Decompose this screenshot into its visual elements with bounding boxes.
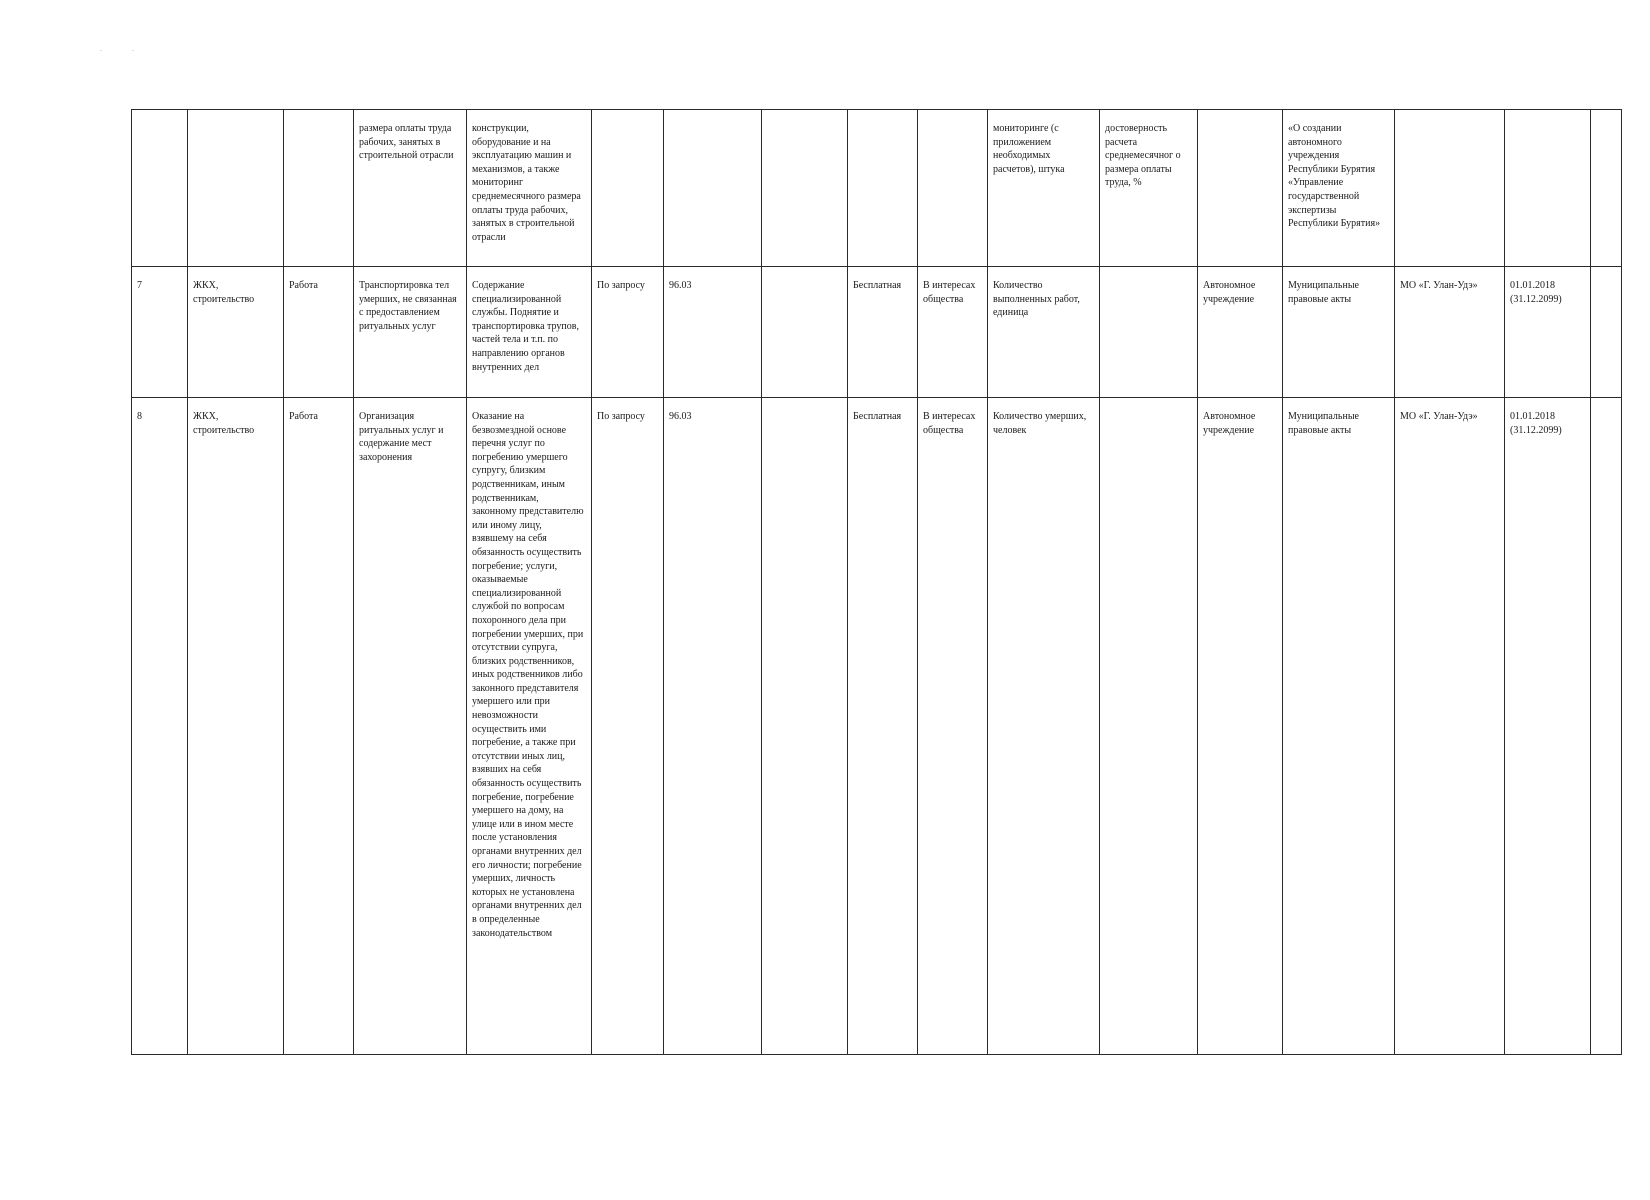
cell-consumers — [918, 110, 988, 267]
cell-indicator-volume: Количество выполненных работ, единица — [988, 267, 1100, 398]
cell-number: 7 — [132, 267, 188, 398]
cell-name: Транспортировка тел умерших, не связанная с предоставлением ритуальных услуг — [354, 267, 467, 398]
cell-dates — [1505, 110, 1591, 267]
cell-legal-acts: «О создании автономного учреждения Республики Бурятия «Управление государственной экспертизы Республики Бурятия» — [1283, 110, 1395, 267]
cell-indicator-volume: Количество умерших, человек — [988, 398, 1100, 1055]
cell-content: конструкции, оборудование и на эксплуатацию машин и механизмов, а также мониторинг среднемесячного размера оплаты труда рабочих, занятых в строительной отрасли — [467, 110, 592, 267]
cell-sphere: ЖКХ, строительство — [188, 267, 284, 398]
cell-form: По запросу — [592, 398, 664, 1055]
cell-number — [132, 110, 188, 267]
cell-number: 8 — [132, 398, 188, 1055]
cell-sphere — [188, 110, 284, 267]
cell-extra — [1591, 267, 1622, 398]
cell-content: Оказание на безвозмездной основе перечня услуг по погребению умершего супругу, близким родственникам, иным родственникам, законному представителю или иному лицу, взявшему на себя обязанность осуществить погребение; услуги, оказываемые специализированной службой по вопросам похоронного дела при погребении умерших, при отсутствии супруга, близких родственников, иных родственников либо законного представителя умершего или при невозможности осуществить ими погребение, а также при отсутствии иных лиц, взявших на себя обязанность осуществить погребение, погребение умершего на дому, на улице или в ином месте после установления органами внутренних дел его личности; погребение умерших, личность которых не установлена органами внутренних дел в определенные законодательством — [467, 398, 592, 1055]
table-row — [132, 110, 1622, 267]
cell-dates: 01.01.2018 (31.12.2099) — [1505, 398, 1591, 1055]
cell-institution-type: Автономное учреждение — [1198, 398, 1283, 1055]
cell-institution-type: Автономное учреждение — [1198, 267, 1283, 398]
cell-legal-acts: Муниципальные правовые акты — [1283, 267, 1395, 398]
cell-indicator-quality: достоверность расчета среднемесячног о размера оплаты труда, % — [1100, 110, 1198, 267]
cell-okved: 96.03 — [664, 398, 762, 1055]
cell-indicator-quality — [1100, 267, 1198, 398]
cell-consumers: В интересах общества — [918, 267, 988, 398]
services-registry-table — [131, 109, 1622, 1055]
cell-indicator-volume: мониторинге (с приложением необходимых расчетов), штука — [988, 110, 1100, 267]
cell-pay — [848, 110, 918, 267]
cell-kind — [284, 110, 354, 267]
table-row — [132, 267, 1622, 398]
cell-dates: 01.01.2018 (31.12.2099) — [1505, 267, 1591, 398]
cell-municipality: МО «Г. Улан-Удэ» — [1395, 267, 1505, 398]
cell-content: Содержание специализированной службы. Поднятие и транспортировка трупов, частей тела и т.п. по направлению органов внутренних дел — [467, 267, 592, 398]
cell-institution-type — [1198, 110, 1283, 267]
cell-legal-acts: Муниципальные правовые акты — [1283, 398, 1395, 1055]
cell-municipality — [1395, 110, 1505, 267]
cell-sphere: ЖКХ, строительство — [188, 398, 284, 1055]
cell-kind: Работа — [284, 267, 354, 398]
cell-name: Организация ритуальных услуг и содержание мест захоронения — [354, 398, 467, 1055]
table-row — [132, 398, 1622, 1055]
cell-indicator-quality — [1100, 398, 1198, 1055]
cell-empty — [762, 267, 848, 398]
cell-name: размера оплаты труда рабочих, занятых в строительной отрасли — [354, 110, 467, 267]
cell-kind: Работа — [284, 398, 354, 1055]
cell-consumers: В интересах общества — [918, 398, 988, 1055]
cell-pay: Бесплатная — [848, 267, 918, 398]
cell-form — [592, 110, 664, 267]
cell-form: По запросу — [592, 267, 664, 398]
cell-empty — [762, 398, 848, 1055]
cell-okved — [664, 110, 762, 267]
cell-empty — [762, 110, 848, 267]
cell-extra — [1591, 110, 1622, 267]
cell-pay: Бесплатная — [848, 398, 918, 1055]
cell-okved: 96.03 — [664, 267, 762, 398]
cell-extra — [1591, 398, 1622, 1055]
page-mark: . . — [100, 44, 148, 53]
cell-municipality: МО «Г. Улан-Удэ» — [1395, 398, 1505, 1055]
